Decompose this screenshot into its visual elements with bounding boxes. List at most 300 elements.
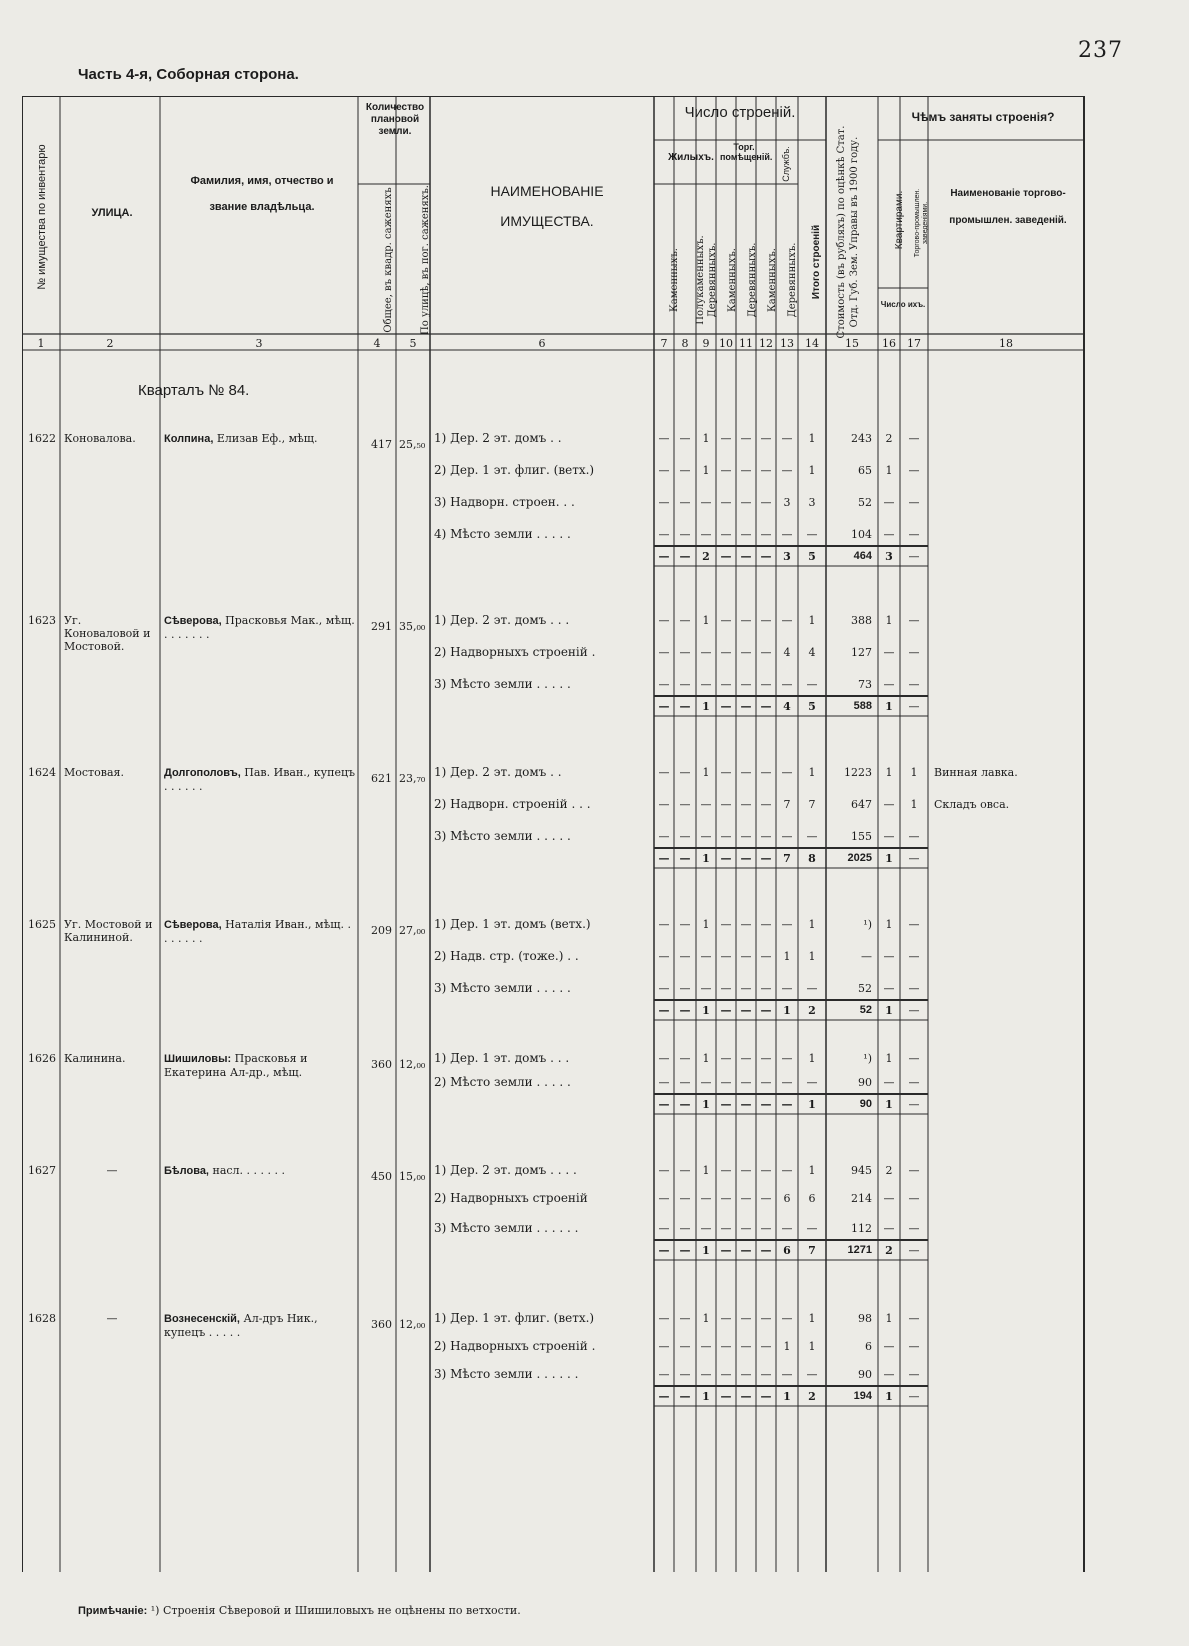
sum-building-count: — <box>740 1244 752 1257</box>
value-rubles: 243 <box>851 432 872 445</box>
building-count: — <box>760 982 772 995</box>
sum-building-count: 1 <box>702 1004 710 1017</box>
owner-name <box>164 1164 356 1178</box>
building-count: 1 <box>702 464 710 477</box>
building-count: — <box>679 766 691 779</box>
sum-apartments: 1 <box>885 1004 893 1017</box>
column-number: 3 <box>255 337 263 350</box>
building-count: — <box>700 950 712 963</box>
land-frontage: 15,₀₀ <box>399 1170 426 1183</box>
column-number: 11 <box>739 337 753 350</box>
building-count: — <box>760 950 772 963</box>
inventory-number: 1627 <box>28 1164 56 1177</box>
building-count: — <box>679 1368 691 1381</box>
building-count: — <box>781 918 793 931</box>
building-count: — <box>658 464 670 477</box>
trade-count: — <box>908 1340 920 1353</box>
building-count: 1 <box>783 1340 791 1353</box>
footnote-text: ¹) Строенія Сѣверовой и Шишиловыхъ не оцѣнены по ветхости. <box>150 1604 521 1617</box>
total-buildings: 1 <box>808 766 816 779</box>
sum-value: 588 <box>853 700 872 712</box>
total-buildings: 1 <box>808 950 816 963</box>
building-count: — <box>658 1340 670 1353</box>
building-count: — <box>658 646 670 659</box>
header-value: Стоимость (въ рубляхъ) по оцѣнкѣ Стат. Отд. Губ. Зем. Управы въ 1900 году. <box>836 125 860 339</box>
apartments-count: — <box>883 1222 895 1235</box>
apartments-count: 2 <box>885 1164 893 1177</box>
sum-building-count: — <box>679 1098 691 1111</box>
building-count: — <box>679 528 691 541</box>
apartments-count: 1 <box>885 766 893 779</box>
owner-details: Прасковья Мак., мѣщ. . . . . . . . <box>164 614 355 641</box>
street-name: — <box>106 1164 118 1177</box>
apartments-count: 1 <box>885 614 893 627</box>
building-count: — <box>760 1052 772 1065</box>
sum-apartments: 2 <box>885 1244 893 1257</box>
owner-name <box>164 918 356 945</box>
street-name: — <box>106 1312 118 1325</box>
building-count: — <box>658 1192 670 1205</box>
total-buildings: 1 <box>808 918 816 931</box>
building-count: — <box>740 950 752 963</box>
building-count: — <box>658 1076 670 1089</box>
total-buildings: — <box>806 1368 818 1381</box>
property-item: 1) Дер. 2 эт. домъ . . . . <box>434 1163 577 1177</box>
building-count: — <box>781 982 793 995</box>
building-count: — <box>658 1164 670 1177</box>
sum-apartments: 1 <box>885 700 893 713</box>
property-item: 1) Дер. 1 эт. флиг. (ветх.) <box>434 1311 595 1325</box>
trade-count: — <box>908 678 920 691</box>
building-count: — <box>679 830 691 843</box>
land-frontage: 35,₀₀ <box>399 620 426 633</box>
building-count: — <box>700 646 712 659</box>
trade-count: — <box>908 918 920 931</box>
value-rubles: 647 <box>851 798 872 811</box>
building-count: — <box>720 1052 732 1065</box>
building-count: — <box>740 1192 752 1205</box>
building-count: — <box>720 982 732 995</box>
column-number: 5 <box>409 337 417 350</box>
building-count: 1 <box>702 918 710 931</box>
building-count: — <box>781 614 793 627</box>
sum-building-count: 4 <box>783 700 791 713</box>
trade-count: — <box>908 830 920 843</box>
building-count: — <box>679 496 691 509</box>
owner-name <box>164 432 356 446</box>
owner-details: насл. . . . . . . <box>209 1164 285 1177</box>
apartments-count: — <box>883 1192 895 1205</box>
land-frontage: 25,₅₀ <box>399 438 426 451</box>
building-count: — <box>700 1076 712 1089</box>
trade-count: — <box>908 464 920 477</box>
property-item: 2) Дер. 1 эт. флиг. (ветх.) <box>434 463 595 477</box>
owner-name <box>164 614 356 641</box>
value-rubles: ¹) <box>863 1052 872 1065</box>
sum-building-count: — <box>760 1004 772 1017</box>
building-count: — <box>720 766 732 779</box>
total-buildings: 1 <box>808 1312 816 1325</box>
trade-count: — <box>908 1164 920 1177</box>
building-count: — <box>760 646 772 659</box>
apartments-count: 1 <box>885 464 893 477</box>
header-trade-names: Наименованіе торгово-промышлен. заведеній. <box>949 188 1067 226</box>
value-rubles: 90 <box>858 1368 872 1381</box>
sum-total-buildings: 2 <box>808 1390 816 1403</box>
header-stone-3: Каменныхъ. <box>767 248 778 312</box>
building-count: — <box>720 830 732 843</box>
property-item: 4) Мѣсто земли . . . . . <box>434 527 571 541</box>
building-count: — <box>658 950 670 963</box>
sum-building-count: — <box>658 550 670 563</box>
sum-value: 2025 <box>847 852 872 864</box>
building-count: — <box>781 1164 793 1177</box>
total-buildings: 1 <box>808 1052 816 1065</box>
total-buildings: — <box>806 1222 818 1235</box>
land-frontage: 12,₀₀ <box>399 1318 426 1331</box>
building-count: — <box>781 528 793 541</box>
sum-trade: — <box>908 1004 920 1017</box>
building-count: — <box>740 614 752 627</box>
building-count: — <box>760 1192 772 1205</box>
sum-building-count: 3 <box>783 550 791 563</box>
property-item: 2) Надворныхъ строеній <box>434 1191 588 1205</box>
sum-building-count: — <box>658 700 670 713</box>
column-number: 10 <box>719 337 733 350</box>
sum-building-count: — <box>658 852 670 865</box>
running-head: Часть 4-я, Соборная сторона. <box>78 66 299 83</box>
total-buildings: — <box>806 678 818 691</box>
sum-building-count: — <box>720 1004 732 1017</box>
building-count: — <box>720 496 732 509</box>
sum-building-count: — <box>679 1004 691 1017</box>
building-count: — <box>760 496 772 509</box>
building-count: — <box>781 432 793 445</box>
sum-building-count: 2 <box>702 550 710 563</box>
inventory-number: 1622 <box>28 432 56 445</box>
sum-building-count: — <box>720 1098 732 1111</box>
building-count: — <box>700 830 712 843</box>
apartments-count: — <box>883 950 895 963</box>
owner-surname: Бѣлова, <box>164 1165 209 1177</box>
building-count: — <box>740 1312 752 1325</box>
sum-trade: — <box>908 1390 920 1403</box>
building-count: — <box>760 1164 772 1177</box>
building-count: — <box>781 1076 793 1089</box>
land-area: 360 <box>371 1058 392 1071</box>
owner-details: Наталія Иван., мѣщ. . . . . . . . <box>164 918 351 945</box>
building-count: — <box>720 464 732 477</box>
building-count: — <box>679 1222 691 1235</box>
header-services: Службъ. <box>781 146 791 182</box>
sum-total-buildings: 2 <box>808 1004 816 1017</box>
sum-apartments: 3 <box>885 550 893 563</box>
header-commercial: Торг. помѣщеній. <box>720 142 773 162</box>
total-buildings: — <box>806 982 818 995</box>
sum-building-count: — <box>679 550 691 563</box>
building-count: — <box>760 1076 772 1089</box>
header-property: НАИМЕНОВАНІЕ ИМУЩЕСТВА. <box>490 183 604 229</box>
sum-building-count: — <box>740 852 752 865</box>
building-count: — <box>760 918 772 931</box>
apartments-count: 1 <box>885 1052 893 1065</box>
inventory-number: 1628 <box>28 1312 56 1325</box>
header-inv-no: № имущества по инвентарю <box>36 144 48 290</box>
footnote-label: Примѣчаніе: <box>78 1605 148 1617</box>
inventory-number: 1625 <box>28 918 56 931</box>
apartments-count: — <box>883 1076 895 1089</box>
trade-count: — <box>908 1076 920 1089</box>
apartments-count: — <box>883 1340 895 1353</box>
property-item: 3) Мѣсто земли . . . . . <box>434 677 571 691</box>
property-item: 2) Надворн. строеній . . . <box>434 797 591 811</box>
building-count: — <box>658 1312 670 1325</box>
property-item: 1) Дер. 2 эт. домъ . . <box>434 431 562 445</box>
total-buildings: 7 <box>808 798 816 811</box>
building-count: — <box>760 1340 772 1353</box>
building-count: 1 <box>702 614 710 627</box>
trade-count: — <box>908 432 920 445</box>
inventory-number: 1624 <box>28 766 56 779</box>
property-item: 1) Дер. 2 эт. домъ . . <box>434 765 562 779</box>
building-count: — <box>781 1222 793 1235</box>
owner-surname: Сѣверова, <box>164 919 222 931</box>
trade-count: — <box>908 1052 920 1065</box>
column-number: 6 <box>538 337 546 350</box>
sum-building-count: — <box>658 1390 670 1403</box>
building-count: — <box>760 766 772 779</box>
apartments-count: — <box>883 982 895 995</box>
building-count: — <box>720 678 732 691</box>
apartments-count: 1 <box>885 918 893 931</box>
value-rubles: 214 <box>851 1192 872 1205</box>
building-count: — <box>740 646 752 659</box>
inventory-number: 1626 <box>28 1052 56 1065</box>
header-land-group: Количество плановой земли. <box>365 102 425 137</box>
owner-name <box>164 1052 356 1079</box>
building-count: 1 <box>783 950 791 963</box>
header-wooden-1: Деревянныхъ. <box>707 242 718 318</box>
building-count: — <box>740 1340 752 1353</box>
header-wooden-3: Деревянныхъ. <box>787 242 798 318</box>
building-count: — <box>679 432 691 445</box>
property-item: 3) Мѣсто земли . . . . . <box>434 981 571 995</box>
column-number: 16 <box>882 337 896 350</box>
owner-surname: Шишиловы: <box>164 1053 232 1065</box>
building-count: — <box>679 1192 691 1205</box>
property-item: 1) Дер. 1 эт. домъ (ветх.) <box>434 917 591 931</box>
building-count: — <box>781 1368 793 1381</box>
building-count: — <box>720 614 732 627</box>
column-number: 8 <box>681 337 689 350</box>
sum-total-buildings: 5 <box>808 550 816 563</box>
footnote <box>78 1604 521 1617</box>
sum-trade: — <box>908 1098 920 1111</box>
owner-details: Пав. Иван., купецъ . . . . . . <box>164 766 356 793</box>
owner-details: Елизав Еф., мѣщ. <box>213 432 318 445</box>
building-count: — <box>720 1076 732 1089</box>
building-count: — <box>679 982 691 995</box>
owner-surname: Долгополовъ, <box>164 767 241 779</box>
property-item: 2) Надворныхъ строеній . <box>434 645 596 659</box>
building-count: — <box>781 766 793 779</box>
header-stone-1: Каменныхъ. <box>669 248 680 312</box>
sum-building-count: — <box>720 700 732 713</box>
sum-trade: — <box>908 1244 920 1257</box>
building-count: — <box>679 646 691 659</box>
land-area: 360 <box>371 1318 392 1331</box>
building-count: — <box>740 1052 752 1065</box>
header-occupied-group: Чѣмъ заняты строенія? <box>911 110 1055 124</box>
total-buildings: — <box>806 1076 818 1089</box>
sum-building-count: — <box>740 1390 752 1403</box>
ledger-table <box>22 96 1134 1572</box>
sum-building-count: — <box>740 1004 752 1017</box>
land-frontage: 23,₇₀ <box>399 772 426 785</box>
sum-total-buildings: 7 <box>808 1244 816 1257</box>
building-count: — <box>720 1222 732 1235</box>
value-rubles: 127 <box>851 646 872 659</box>
trade-count: — <box>908 528 920 541</box>
sum-building-count: — <box>760 550 772 563</box>
building-count: — <box>740 496 752 509</box>
building-count: — <box>700 496 712 509</box>
sum-building-count: 1 <box>783 1390 791 1403</box>
property-item: 3) Мѣсто земли . . . . . . <box>434 1221 579 1235</box>
building-count: — <box>658 798 670 811</box>
owner-name <box>164 1312 356 1339</box>
page-number: 237 <box>1078 38 1123 63</box>
sum-building-count: — <box>658 1004 670 1017</box>
header-apartments: Квартирами. <box>894 190 905 250</box>
building-count: — <box>740 1368 752 1381</box>
trade-count: — <box>908 496 920 509</box>
apartments-count: 1 <box>885 1312 893 1325</box>
value-rubles: 73 <box>858 678 872 691</box>
sum-building-count: 7 <box>783 852 791 865</box>
sum-building-count: — <box>679 700 691 713</box>
value-rubles: — <box>861 950 872 963</box>
sum-building-count: — <box>679 1390 691 1403</box>
sum-building-count: 1 <box>702 1390 710 1403</box>
building-count: — <box>658 766 670 779</box>
trade-name: Складъ овса. <box>934 798 1010 811</box>
building-count: — <box>679 1052 691 1065</box>
column-number: 14 <box>805 337 819 350</box>
building-count: — <box>760 528 772 541</box>
column-number: 18 <box>999 337 1013 350</box>
apartments-count: — <box>883 798 895 811</box>
value-rubles: 155 <box>851 830 872 843</box>
total-buildings: 6 <box>808 1192 816 1205</box>
building-count: 1 <box>702 1052 710 1065</box>
value-rubles: 98 <box>858 1312 872 1325</box>
sum-building-count: 1 <box>702 700 710 713</box>
sum-apartments: 1 <box>885 852 893 865</box>
sum-value: 464 <box>853 550 872 562</box>
sum-value: 1271 <box>847 1244 872 1256</box>
building-count: — <box>700 1340 712 1353</box>
sum-building-count: — <box>679 1244 691 1257</box>
building-count: — <box>760 432 772 445</box>
building-count: — <box>740 528 752 541</box>
total-buildings: — <box>806 830 818 843</box>
building-count: — <box>720 798 732 811</box>
header-count: Число ихъ. <box>880 300 926 309</box>
header-land-total: Общее, въ квадр. саженяхъ <box>383 187 394 333</box>
trade-count: — <box>908 1368 920 1381</box>
property-item: 3) Мѣсто земли . . . . . . <box>434 1367 579 1381</box>
trade-count: — <box>908 1312 920 1325</box>
building-count: — <box>720 528 732 541</box>
building-count: — <box>700 678 712 691</box>
value-rubles: 1223 <box>844 766 872 779</box>
header-wooden-2: Деревянныхъ. <box>747 242 758 318</box>
building-count: — <box>720 1312 732 1325</box>
building-count: — <box>720 918 732 931</box>
land-area: 621 <box>371 772 392 785</box>
building-count: — <box>720 1192 732 1205</box>
trade-name: Винная лавка. <box>934 766 1018 779</box>
building-count: — <box>740 432 752 445</box>
value-rubles: 104 <box>851 528 872 541</box>
column-number: 7 <box>660 337 668 350</box>
sum-building-count: — <box>760 852 772 865</box>
sum-total-buildings: 1 <box>808 1098 816 1111</box>
building-count: — <box>720 950 732 963</box>
sum-building-count: — <box>658 1098 670 1111</box>
total-buildings: 1 <box>808 464 816 477</box>
property-item: 2) Мѣсто земли . . . . . <box>434 1075 571 1089</box>
building-count: — <box>720 1164 732 1177</box>
building-count: — <box>740 918 752 931</box>
sum-building-count: — <box>720 1390 732 1403</box>
building-count: — <box>700 982 712 995</box>
building-count: — <box>679 1340 691 1353</box>
sum-apartments: 1 <box>885 1098 893 1111</box>
building-count: 1 <box>702 766 710 779</box>
value-rubles: 65 <box>858 464 872 477</box>
apartments-count: — <box>883 830 895 843</box>
column-number: 1 <box>37 337 45 350</box>
sum-trade: — <box>908 852 920 865</box>
owner-surname: Вознесенскій, <box>164 1313 240 1325</box>
sum-building-count: — <box>760 1244 772 1257</box>
header-street: УЛИЦА. <box>91 207 133 219</box>
total-buildings: 4 <box>808 646 816 659</box>
trade-count: — <box>908 950 920 963</box>
column-number: 15 <box>845 337 859 350</box>
sum-total-buildings: 8 <box>808 852 816 865</box>
building-count: — <box>679 1164 691 1177</box>
trade-count: — <box>908 646 920 659</box>
building-count: — <box>679 464 691 477</box>
building-count: — <box>760 614 772 627</box>
value-rubles: ¹) <box>863 918 872 931</box>
building-count: — <box>658 678 670 691</box>
apartments-count: — <box>883 678 895 691</box>
building-count: — <box>720 1340 732 1353</box>
building-count: — <box>658 528 670 541</box>
building-count: — <box>740 678 752 691</box>
sum-building-count: — <box>720 550 732 563</box>
building-count: — <box>658 982 670 995</box>
building-count: — <box>760 1312 772 1325</box>
trade-count: — <box>908 1222 920 1235</box>
header-buildings-group: Число строеній. <box>684 104 796 121</box>
column-number: 12 <box>759 337 773 350</box>
trade-count: 1 <box>910 798 918 811</box>
